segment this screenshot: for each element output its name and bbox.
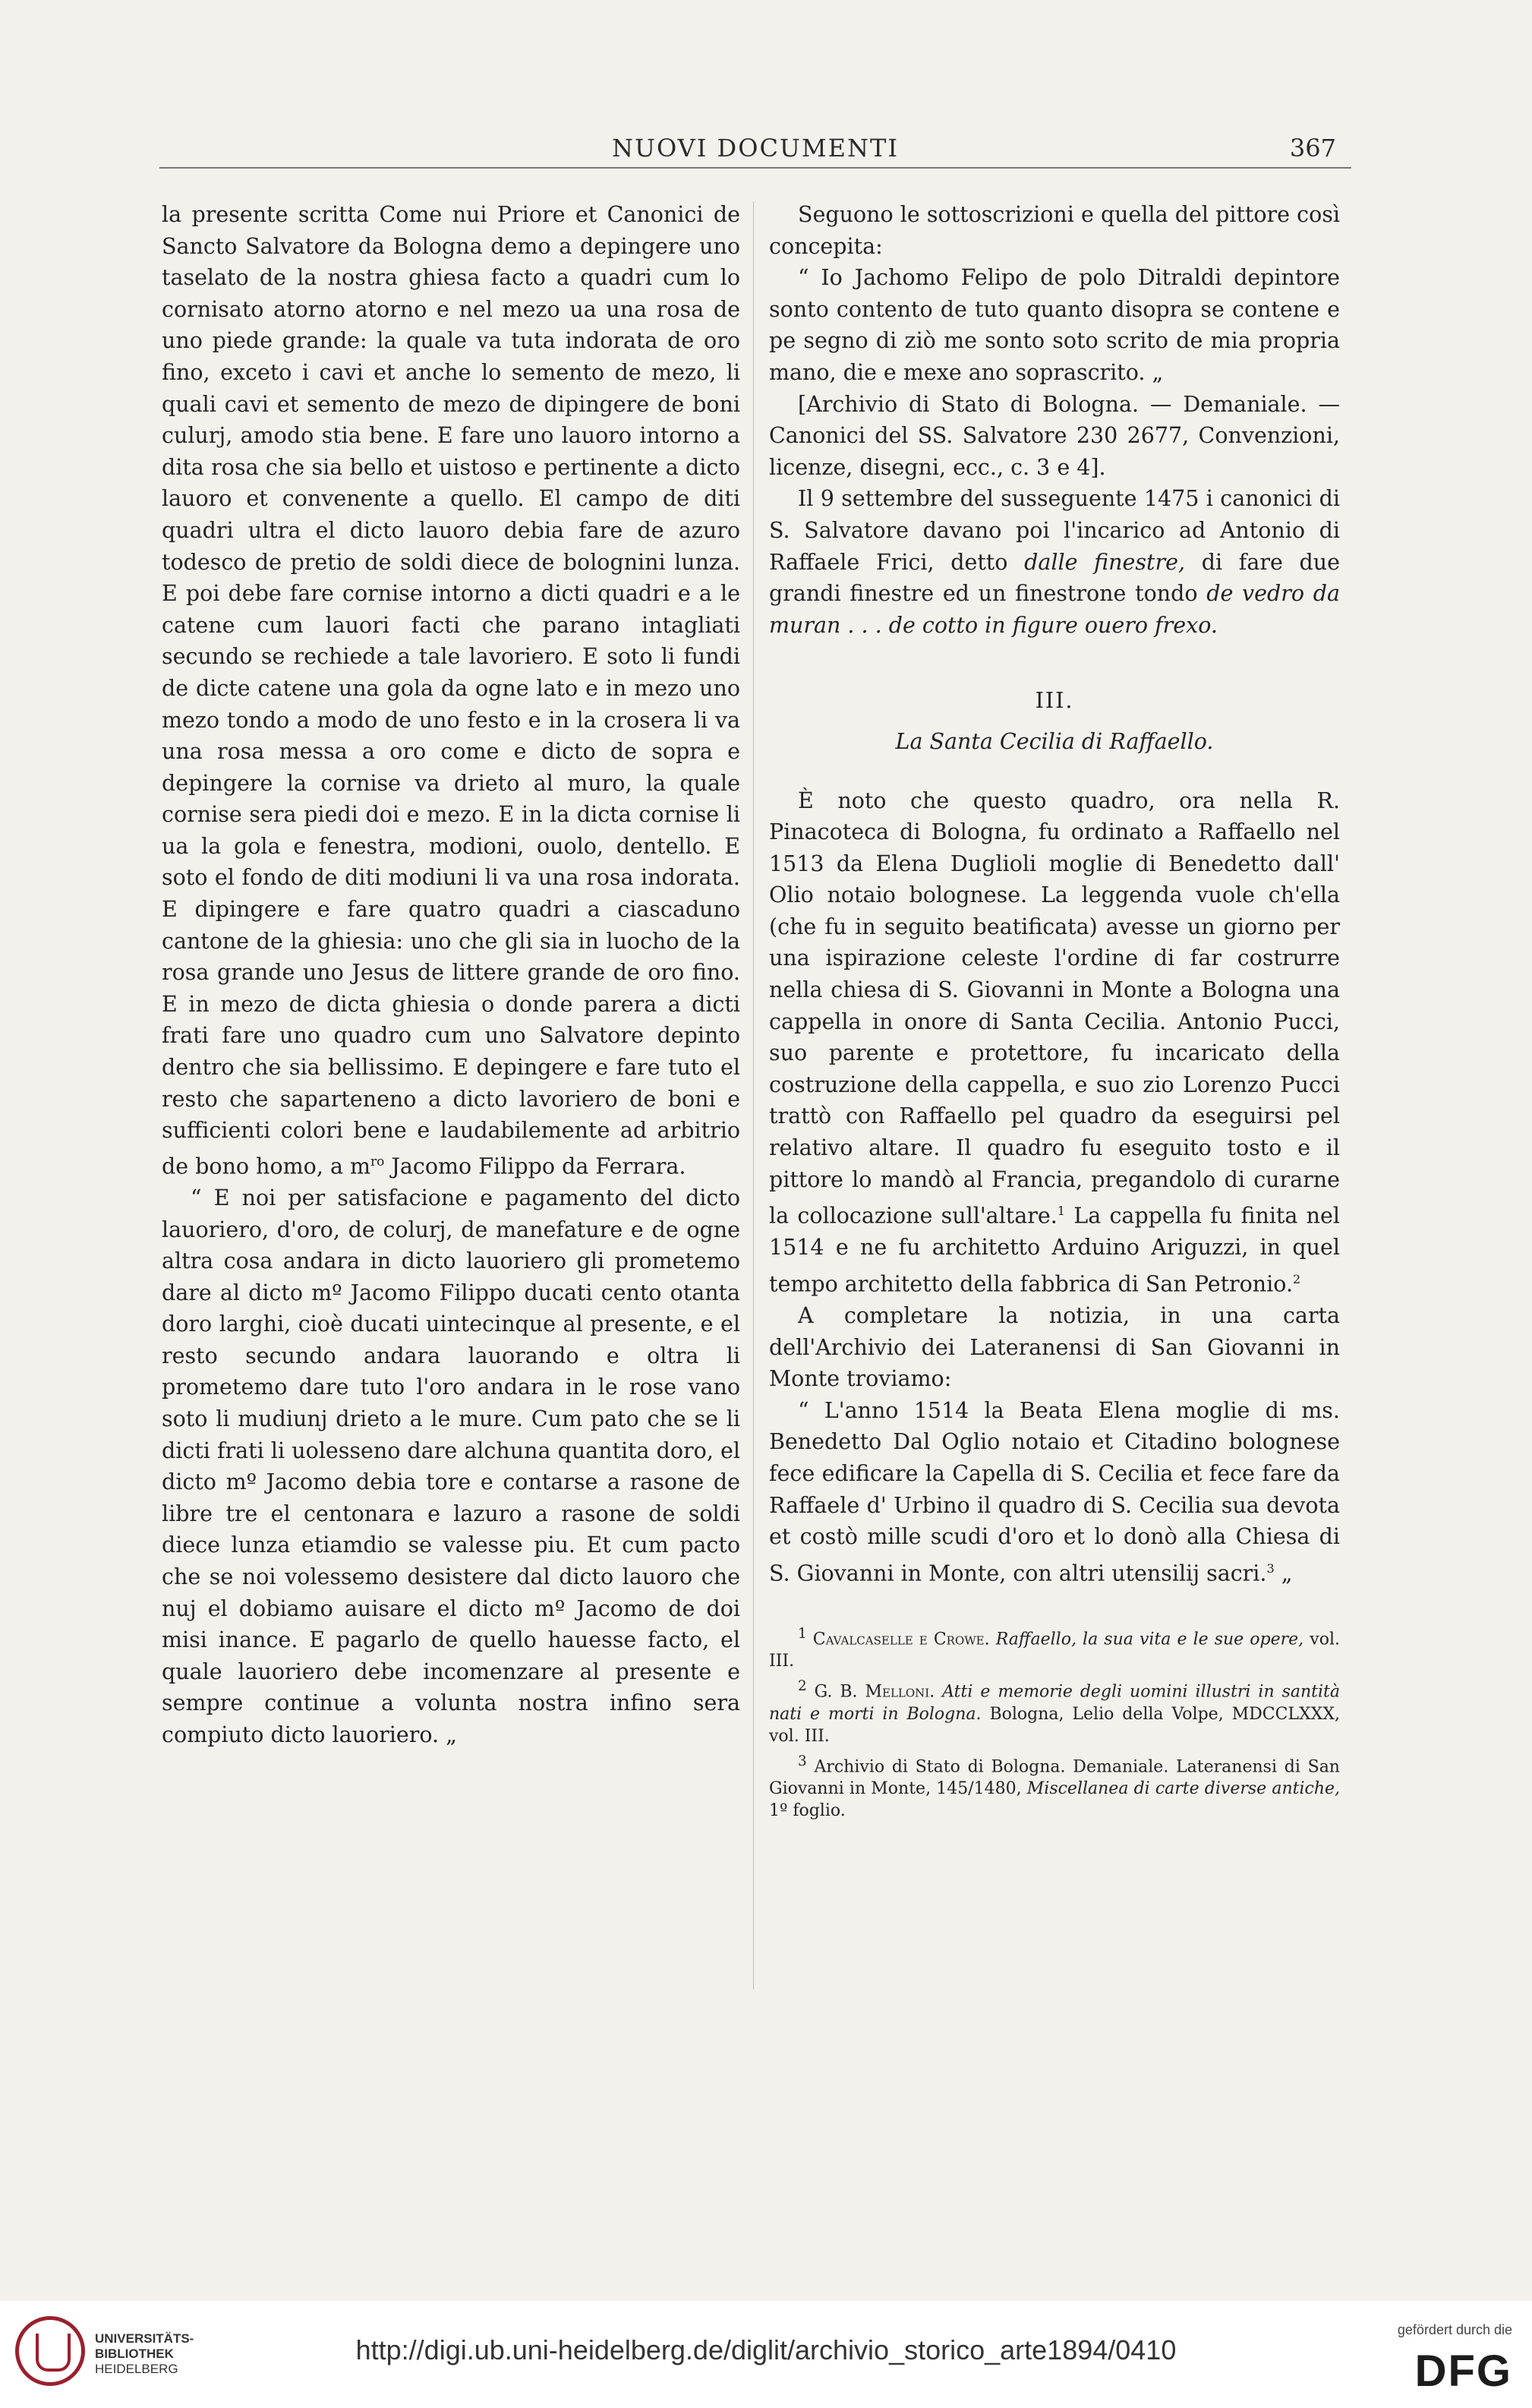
footnote-ref-1: 1: [1057, 1204, 1065, 1219]
fn3-mark: 3: [798, 1753, 807, 1769]
footnote-ref-3: 3: [1266, 1561, 1275, 1576]
para4-mid: di fare due grandi finestre ed un finestrone tondo: [769, 549, 1340, 607]
right-column: [769, 199, 1340, 1825]
library-line-3: HEIDELBERG: [95, 2362, 178, 2376]
running-header: [159, 134, 1351, 169]
section-number: III.: [1035, 688, 1074, 714]
archive-citation: [Archivio di Stato di Bologna. — Demaniale. — Canonici del SS. Salvatore 230 2677, Convenzioni, licenze, disegni, ecc., c. 3 e 4].: [769, 391, 1340, 480]
footnote-3: [769, 1750, 1340, 1822]
para4-italic-1: dalle finestre,: [1024, 549, 1186, 575]
abbrev-base: m: [350, 1154, 371, 1179]
library-line-2: BIBLIOTHEK: [95, 2346, 174, 2361]
fn2-rest: Bologna, Lelio della Volpe, MDCCLXXX, vol. III.: [769, 1704, 1341, 1746]
dfg-logo[interactable]: DFG: [1414, 2346, 1512, 2396]
abbrev-superscript: ro: [370, 1154, 385, 1169]
column-divider: [753, 201, 754, 1990]
fn1-rest: vol. III.: [769, 1630, 1340, 1671]
left-paragraph-2: “ E noi per satisfacione e pagamento del dicto lauoriero, d'oro, de colurj, de manefature e de ogne altra cosa andara in dicto lauoriero gli prometemo dare al dicto mº Jacomo Filippo ducati cento otanta doro larghi, cioè ducati uintecinque al presente, e el resto secundo andara lauorando e oltra li prometemo dare tuto l'oro andara in le rose vano soto li mudiunj drieto a le mure. Cum pato che se li dicti frati li uolesseno dare alchuna quantita doro, el dicto mº Jacomo debia tore e contarse a rasone de libre tre el centonara e lazuro a rasone de soldi diece lunza etiamdio se valesse piu. Et cum pacto che se noi volessemo desistere dal dicto lauoro che nuj el dobiamo auisare el dicto mº Jacomo de doi misi inance. E pagarlo de quello hauesse facto, el quale lauoriero debe incomenzare al presente e sempre continue a volunta nostra infino sera compiuto dicto lauoriero. „: [162, 1185, 740, 1747]
section-title: La Santa Cecilia di Raffaello.: [895, 728, 1214, 754]
left-paragraph-1: [162, 199, 740, 1182]
fn3-text: Archivio di Stato di Bologna. Demaniale. Lateranensi di San Giovanni in Monte, 145/1480,: [769, 1756, 1340, 1798]
right-paragraph-4: [769, 483, 1340, 641]
right-paragraph-6: A completare la notizia, in una carta dell'Archivio dei Lateranensi di San Giovanni in Monte troviamo:: [769, 1303, 1340, 1392]
footnote-ref-2: 2: [1293, 1271, 1301, 1286]
right-paragraph-7: [769, 1395, 1340, 1589]
permalink-url[interactable]: http://digi.ub.uni-heidelberg.de/diglit/archivio_storico_arte1894/0410: [355, 2334, 1177, 2365]
right-paragraph-5: [769, 785, 1340, 1301]
para7-end: „: [1281, 1561, 1293, 1586]
para7-text: “ L'anno 1514 la Beata Elena moglie di ms. Benedetto Dal Oglio notaio et Citadino bolognese fece edificare la Capella di S. Cecilia et fece fare da Raffaele d' Urbino il quadro di S. Cecilia sua devota et costò mille scudi d'oro et lo donò alla Chiesa di S. Giovanni in Monte, con altri utensilij sacri.: [769, 1397, 1340, 1586]
para4-italic-2: de vedro da muran . . . de cotto in figure ouero frexo.: [769, 581, 1341, 638]
fn1-title: Raffaello, la sua vita e le sue opere,: [995, 1630, 1304, 1649]
fn2-title: Atti e memorie degli uomini illustri in santità nati e morti in Bologna.: [769, 1682, 1340, 1724]
left-column: [162, 199, 740, 1751]
running-title: NUOVI DOCUMENTI: [611, 134, 899, 163]
right-paragraph-2: “ Io Jachomo Felipo de polo Ditraldi depintore sonto contento de tuto quanto disopra se contene e pe segno di ziò me sonto soto scrito de mia propria mano, die e mexe ano soprascrito. „: [769, 265, 1340, 385]
fn1-author: Cavalcaselle e Crowe.: [812, 1630, 990, 1649]
funded-by-label: gefördert durch die: [1397, 2322, 1512, 2337]
page-number: 367: [1289, 134, 1336, 163]
fn2-mark: 2: [798, 1678, 807, 1695]
fn3-title: Miscellanea di carte diverse antiche,: [1026, 1778, 1341, 1798]
para5-text: È noto che questo quadro, ora nella R. Pinacoteca di Bologna, fu ordinato a Raffaello nel 1513 da Elena Duglioli moglie di Benedetto dall' Olio notaio bolognese. La leggenda vuole ch'ella (che fu in seguito beatificata) avesse un giorno per una ispirazione celeste l'ordine di far costrurre nella chiesa di S. Giovanni in Monte a Bologna una cappella in onore di Santa Cecilia. Antonio Pucci, suo parente e protettore, fu incaricato della costruzione della cappella, e suo zio Lorenzo Pucci trattò con Raffaello pel quadro da eseguirsi pel relativo altare. Il quadro fu eseguito tosto e il pittore lo mandò al Francia, pregandolo di curarne la collocazione sull'altare.: [769, 787, 1340, 1229]
footnote-1: [769, 1623, 1340, 1672]
viewer-footer: [0, 2301, 1532, 2408]
fn1-mark: 1: [798, 1625, 807, 1642]
para4-start: Il 9 settembre del susseguente 1475 i canonici di S. Salvatore davano poi l'incarico ad Antonio di Raffaele Frici, detto: [769, 486, 1340, 575]
fn3-rest: 1º foglio.: [769, 1800, 846, 1820]
para5-end: La cappella fu finita nel 1514 e ne fu architetto Arduino Ariguzzi, in quel tempo architetto della fabbrica di San Petronio.: [769, 1203, 1340, 1297]
contract-text-end: Jacomo Filippo da Ferrara.: [391, 1154, 686, 1179]
library-line-1: UNIVERSITÄTS-: [95, 2331, 194, 2346]
contract-text: la presente scritta Come nui Priore et Canonici de Sancto Salvatore da Bologna demo a depingere uno taselato de la nostra ghiesa facto a quadri cum lo cornisato atorno atorno e nel mezo ua una rosa de uno piede grande: la quale va tuta indorata de oro fino, exceto i cavi et anche lo semento de mezo, li quali cavi et semento de mezo de dipingere de boni culurj, amodo stia bene. E fare uno lauoro intorno a dita rosa che sia bello et uistoso e pertinente a dicto lauoro et convenente a quello. El campo de diti quadri ultra el dicto lauoro debia fare de azuro todesco de pretio de soldi diece de bolognini lunza. E poi debe fare cornise intorno a dicti quadri e a le catene cum lauori facti che parano intagliati secundo se rechiede a tale lavoriero. E soto li fundi de dicte catene una gola da ogne lato e in mezo uno mezo tondo a modo de uno festo e in la crosera li va una rosa messa a oro come e dicto de sopra e depingere la cornise va drieto al muro, la quale cornise sera piedi doi e mezo. E in la dicta cornise li ua la gola e fenestra, modioni, ouolo, dentello. E soto el fondo de diti modiuni li va una rosa indorata. E dipingere e fare quatro quadri a ciascaduno cantone de la ghiesia: uno che gli sia in luocho de la rosa grande uno Jesus de littere grande de oro fino. E in mezo de dicta ghiesia o donde parera a dicti frati fare uno quadro cum uno Salvatore depinto dentro che sia bellissimo. E depingere e fare tuto el resto che saparteneno a dicto lavoriero de boni e sufficienti colori bene e laudabilemente ad arbitrio de bono homo, a: [162, 202, 740, 1179]
right-paragraph-1: Seguono le sottoscrizioni e quella del pittore così concepita:: [769, 202, 1340, 259]
footnotes: [769, 1623, 1340, 1822]
fn2-author: G. B. Melloni.: [814, 1682, 935, 1702]
footnote-2: [769, 1675, 1340, 1747]
